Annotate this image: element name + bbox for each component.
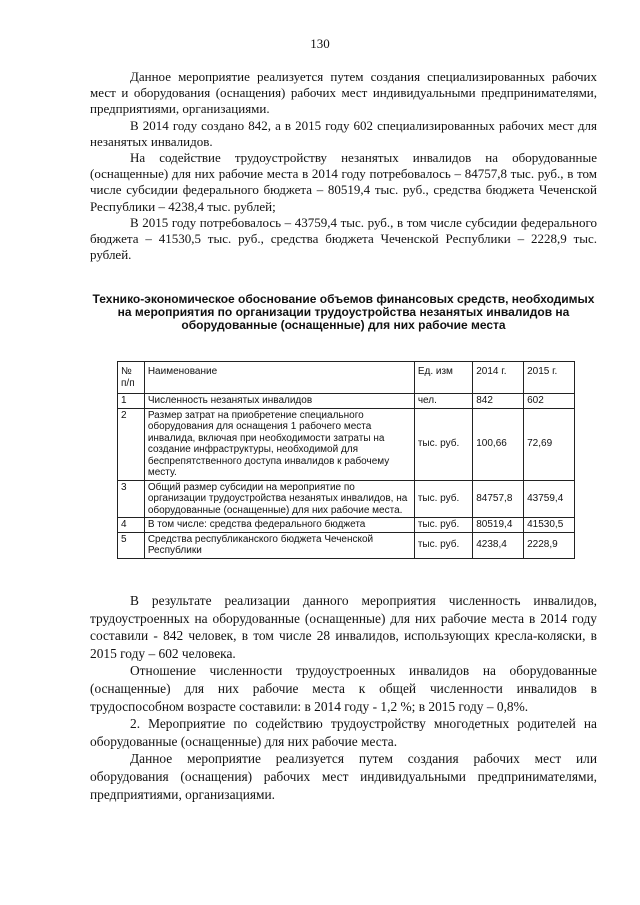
row-value-2014: 4238,4 [473, 532, 524, 558]
outro-section [90, 592, 597, 803]
paragraph: Данное мероприятие реализуется путем создания специализированных рабочих мест и оборудования (оснащения) рабочих мест индивидуальными предпринимателями, предприятиями, организациями. [90, 69, 597, 117]
table-row [118, 394, 575, 409]
table-header-row [118, 362, 575, 394]
paragraph: Отношение численности трудоустроенных инвалидов на оборудованные (оснащенные) для них рабочие места к общей численности инвалидов в трудоспособном возрасте составили: в 2014 году - 1,2 %; в 2015 году – 0,8%. [90, 663, 597, 714]
cost-justification-table [117, 361, 575, 559]
table-row [118, 408, 575, 480]
row-number: 1 [118, 394, 145, 409]
row-value-2014: 842 [473, 394, 524, 409]
paragraph: В 2015 году потребовалось – 43759,4 тыс. руб., в том числе субсидии федерального бюджета – 41530,5 тыс. руб., средства бюджета Чеченской Республики – 2228,9 тыс. рублей. [90, 214, 597, 263]
row-value-2014: 84757,8 [473, 480, 524, 518]
header-unit: Ед. изм [414, 362, 472, 394]
row-name: Численность незанятых инвалидов [144, 394, 414, 409]
table-row [118, 518, 575, 533]
table-row [118, 480, 575, 518]
intro-section [90, 69, 597, 263]
row-unit: тыс. руб. [414, 480, 472, 518]
header-2014: 2014 г. [473, 362, 524, 394]
row-unit: чел. [414, 394, 472, 409]
row-name: В том числе: средства федерального бюджета [144, 518, 414, 533]
paragraph: На содействие трудоустройству незанятых инвалидов на оборудованные (оснащенные) для них рабочие места в 2014 году потребовалось – 84757,8 тыс. руб., в том числе субсидии федерального бюджета – 80519,4 тыс. руб., средства бюджета Чеченской Республики – 4238,4 тыс. рублей; [90, 150, 597, 214]
row-name: Средства республиканского бюджета Чеченской Республики [144, 532, 414, 558]
paragraph: Данное мероприятие реализуется путем создания рабочих мест или оборудования (оснащения) рабочих мест индивидуальными предпринимателями, предприятиями, организациями. [90, 751, 597, 802]
row-number: 5 [118, 532, 145, 558]
header-name: Наименование [144, 362, 414, 394]
row-number: 4 [118, 518, 145, 533]
paragraph: В результате реализации данного мероприятия численность инвалидов, трудоустроенных на оборудованные (оснащенные) для них рабочие места в 2014 году составили - 842 человек, в том числе 28 инвалидов, использующих кресла-коляски, в 2015 году – 602 человека. [90, 593, 597, 661]
row-number: 3 [118, 480, 145, 518]
row-name: Размер затрат на приобретение специального оборудования для оснащения 1 рабочего места инвалида, включая при необходимости затраты на создание инфраструктуры, необходимой для беспрепятственного доступа инвалидов к рабочему месту. [144, 408, 414, 480]
header-2015: 2015 г. [524, 362, 575, 394]
row-value-2014: 100,66 [473, 408, 524, 480]
row-value-2015: 43759,4 [524, 480, 575, 518]
paragraph: 2. Мероприятие по содействию трудоустройству многодетных родителей на оборудованные (оснащенные) для них рабочие места. [90, 716, 597, 749]
paragraph: В 2014 году создано 842, а в 2015 году 602 специализированных рабочих мест для незанятых инвалидов. [90, 117, 597, 149]
row-value-2014: 80519,4 [473, 518, 524, 533]
page-number: 130 [310, 36, 330, 51]
row-unit: тыс. руб. [414, 532, 472, 558]
row-value-2015: 602 [524, 394, 575, 409]
row-unit: тыс. руб. [414, 518, 472, 533]
row-value-2015: 72,69 [524, 408, 575, 480]
row-number: 2 [118, 408, 145, 480]
table-title: Технико-экономическое обоснование объемов финансовых средств, необходимых на мероприятия по организации трудоустройства незанятых инвалидов на оборудованные (оснащенные) для них рабочие места [92, 292, 595, 332]
row-unit: тыс. руб. [414, 408, 472, 480]
row-name: Общий размер субсидии на мероприятие по организации трудоустройства незанятых инвалидов, на оборудованные (оснащенные) для них рабочие места. [144, 480, 414, 518]
header-number: № п/п [118, 362, 145, 394]
row-value-2015: 2228,9 [524, 532, 575, 558]
table-row [118, 532, 575, 558]
row-value-2015: 41530,5 [524, 518, 575, 533]
